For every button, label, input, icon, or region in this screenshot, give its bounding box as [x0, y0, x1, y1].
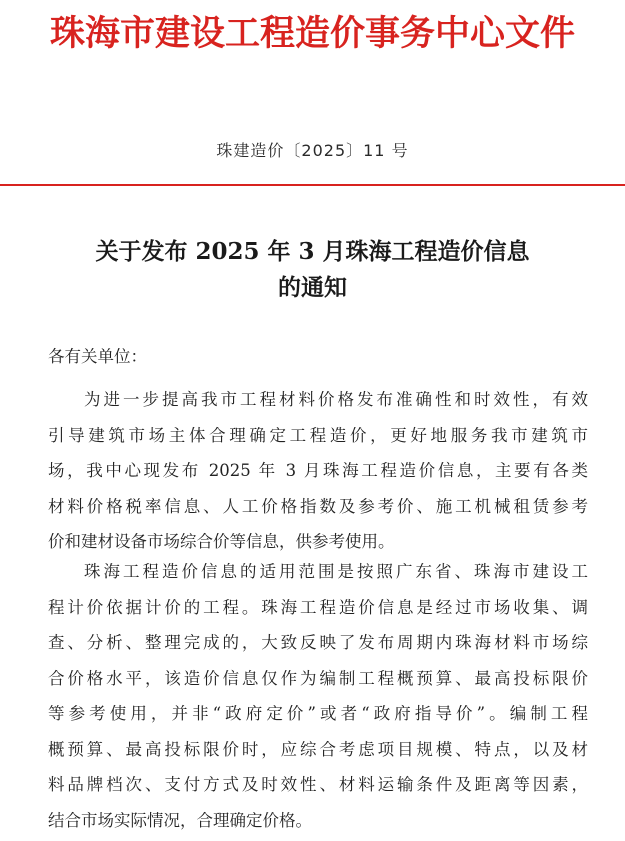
paragraph-2-line: 概预算、最高投标限价时，应综合考虑项目规模、特点，以及材	[48, 739, 588, 759]
paragraph-1-line: 为进一步提高我市工程材料价格发布准确性和时效性，有效	[84, 390, 588, 409]
salutation: 各有关单位：	[48, 347, 147, 366]
paragraph-2-line: 料品牌档次、支付方式及时效性、材料运输条件及距离等因素，	[48, 775, 588, 794]
paragraph-2-line: 程计价依据计价的工程。珠海工程造价信息是经过市场收集、调	[48, 597, 588, 617]
paragraph-2	[48, 554, 588, 838]
notice-title-line-1: 关于发布 2025 年 3 月珠海工程造价信息	[95, 238, 530, 265]
document-number: 珠建造价〔2025〕11 号	[216, 141, 409, 160]
paragraph-2-line: 查、分析、整理完成的，大致反映了发布周期内珠海材料市场综	[48, 633, 588, 652]
paragraph-1	[48, 382, 588, 560]
paragraph-1-line: 引导建筑市场主体合理确定工程造价，更好地服务我市建筑市	[48, 425, 588, 445]
notice-title	[0, 234, 625, 306]
paragraph-1-line: 场，我中心现发布 2025 年 3 月珠海工程造价信息，主要有各类	[48, 461, 588, 480]
paragraph-2-line: 珠海工程造价信息的适用范围是按照广东省、珠海市建设工	[84, 562, 588, 581]
paragraph-1-line: 材料价格税率信息、人工价格指数及参考价、施工机械租赁参考	[48, 496, 588, 516]
document-header-title: 珠海市建设工程造价事务中心文件	[49, 13, 575, 54]
notice-title-line-2: 的通知	[278, 274, 347, 301]
paragraph-1-line: 价和建材设备市场综合价等信息，供参考使用。	[48, 532, 395, 551]
paragraph-2-line: 结合市场实际情况，合理确定价格。	[48, 810, 312, 830]
paragraph-2-line: 合价格水平，该造价信息仅作为编制工程概预算、最高投标限价	[48, 668, 588, 688]
paragraph-2-line: 等参考使用，并非“政府定价”或者“政府指导价”。编制工程	[48, 704, 588, 723]
header-divider	[0, 184, 625, 186]
